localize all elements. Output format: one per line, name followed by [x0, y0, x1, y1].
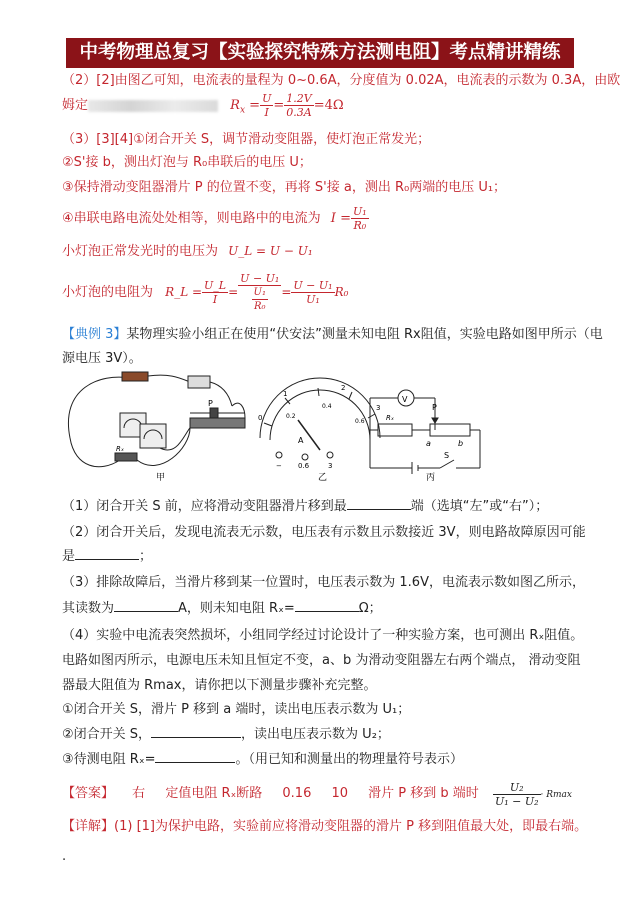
answer-blank-2[interactable] — [75, 559, 139, 560]
question-4e: ②闭合开关 S， ，读出电压表示数为 U₂； — [62, 727, 390, 742]
example-line1: 【典例 3】某物理实验小组正在使用“伏安法”测量未知电阻 Rx阻值，实验电路如图甲所示（电 — [62, 327, 603, 342]
answer-blank-4[interactable] — [295, 611, 359, 612]
figure-bing-schematic — [370, 390, 480, 474]
scale-top-3: 3 — [376, 404, 381, 412]
part3-line2: ②S'接 b，测出灯泡与 R₀串联后的电压 U； — [62, 155, 312, 170]
label-b: b — [458, 439, 464, 448]
question-4a: （4）实验中电流表突然损坏，小组同学经过讨论设计了一种实验方案，也可测出 Rₓ阻值。 — [62, 628, 584, 643]
rl-formula: R_L = $\frac{U\_L}{I}$ = $\frac{\text{U − U₁}}{\frac{\text{U₁}}{\text{R₀}}}$ = $\frac{\text{U − U₁}}{\text{U₁}}$ R₀ — [165, 272, 349, 312]
part2-line2 — [62, 92, 344, 120]
footer-dot: . — [62, 849, 67, 864]
terminal-3: 3 — [328, 462, 333, 470]
question-4d: ①闭合开关 S，滑片 P 移到 a 端时，读出电压表示数为 U₁； — [62, 702, 411, 717]
answer-blank-3[interactable] — [114, 611, 178, 612]
detail-line: 【详解】(1) [1]为保护电路，实验前应将滑动变阻器的滑片 P 移到阻值最大处，即最右端。 — [62, 819, 588, 834]
answer-blank-1[interactable] — [347, 509, 411, 510]
answer-5: 滑片 P 移到 b 端时 — [368, 786, 479, 801]
answer-1: 右 — [132, 786, 146, 801]
question-4f: ③待测电阻 Rₓ= 。（用已知和测量出的物理量符号表示） — [62, 752, 463, 767]
example-line2: 源电压 3V）。 — [62, 351, 142, 366]
answer-blank-6[interactable] — [155, 762, 235, 763]
scale-top-0: 0 — [258, 414, 263, 422]
label-jia: 甲 — [156, 473, 166, 483]
circuit-figure — [60, 368, 580, 483]
resistor-rx-symbol-icon — [378, 424, 412, 436]
question-3a: （3）排除故障后，当滑片移到某一位置时，电压表示数为 1.6V，电流表示数如图乙所示， — [62, 575, 585, 590]
question-4b: 电路如图丙所示，电源电压未知且恒定不变，a、b 为滑动变阻器左右两个端点， 滑动变阻 — [62, 653, 581, 668]
rheostat-icon — [190, 418, 245, 428]
part3-line4: ④串联电路电流处处相等，则电路中的电流为 I = $\frac{\text{U₁}}{\text{R₀}}$ — [62, 205, 367, 232]
blurred-text — [88, 100, 218, 112]
scale-top-2: 2 — [341, 384, 346, 392]
scale-bottom-06: 0.6 — [355, 418, 365, 425]
label-rx-jia: Rₓ — [116, 445, 124, 453]
page-title-banner: 中考物理总复习【实验探究特殊方法测电阻】考点精讲精练 — [66, 38, 574, 68]
current-formula: I = $\frac{\text{U₁}}{\text{R₀}}$ — [330, 205, 367, 232]
part3-line3: ③保持滑动变阻器滑片 P 的位置不变，再将 S'接 a，测出 R₀两端的电压 U₁； — [62, 180, 507, 195]
label-s: S — [444, 451, 450, 460]
answer-line — [62, 776, 572, 812]
question-2b: 是 ； — [62, 549, 153, 564]
label-v: V — [402, 395, 408, 404]
answer-blank-5[interactable] — [151, 737, 241, 738]
label-p-bing: P — [432, 403, 437, 412]
part2-prefix: 姆定 — [62, 98, 89, 113]
question-2: （2）闭合开关后，发现电流表无示数，电压表有示数且示数接近 3V，则电路故障原因可能 — [62, 525, 586, 540]
rx-formula: $R_x$ = $\frac{U}{I}$ = $\frac{1.2V}{0.3A}$ =4Ω — [230, 92, 344, 119]
meter-unit: A — [298, 436, 304, 445]
scale-top-1: 1 — [283, 390, 288, 398]
label-rx-bing: Rₓ — [386, 414, 394, 422]
question-4c: 器最大阻值为 Rmax，请你把以下测量步骤补充完整。 — [62, 678, 377, 693]
resistor-rx-icon — [115, 453, 137, 461]
switch-icon — [440, 460, 454, 468]
part2-line1: （2）[2]由图乙可知，电流表的量程为 0~0.6A，分度值为 0.02A，电流表的示数为 0.3A，由欧 — [62, 73, 621, 88]
label-bing: 丙 — [426, 473, 436, 483]
ammeter-needle — [298, 420, 320, 450]
part3-line6: 小灯泡的电阻为 R_L = $\frac{U\_L}{I}$ = $\frac{\text{U − U₁}}{\frac{\text{U₁}}{\text{R₀}}}$ = $\frac{\text{U − U₁}}{\text{U₁}}$ R₀ — [62, 272, 349, 312]
terminal-minus: − — [276, 462, 282, 470]
part3-line5: 小灯泡正常发光时的电压为 U_L = U − U₁ — [62, 244, 313, 259]
scale-bottom-04: 0.4 — [322, 403, 332, 410]
part3-line1: （3）[3][4]①闭合开关 S，调节滑动变阻器，使灯泡正常发光； — [62, 132, 431, 147]
figure-jia — [68, 372, 245, 467]
answer-4: 10 — [331, 786, 349, 801]
question-1: （1）闭合开关 S 前，应将滑动变阻器滑片移到最 端（选填“左”或“右”）； — [62, 499, 549, 514]
label-a: a — [426, 439, 431, 448]
rheostat-symbol-icon — [430, 424, 470, 436]
answer-tag: 【答案】 — [62, 786, 115, 801]
label-p-jia: P — [208, 399, 213, 408]
scale-bottom-02: 0.2 — [286, 413, 296, 420]
terminal-06: 0.6 — [298, 462, 310, 470]
answer-2: 定值电阻 Rₓ断路 — [165, 786, 263, 801]
answer-6-formula: $\frac{\text{U₂}}{\text{U₁ − U₂}}$ · Rmax — [494, 780, 572, 808]
question-3b: 其读数为 A，则未知电阻 Rₓ= Ω； — [62, 601, 382, 616]
label-yi: 乙 — [318, 473, 328, 483]
ammeter-icon — [140, 424, 166, 448]
answer-3: 0.16 — [282, 786, 312, 801]
